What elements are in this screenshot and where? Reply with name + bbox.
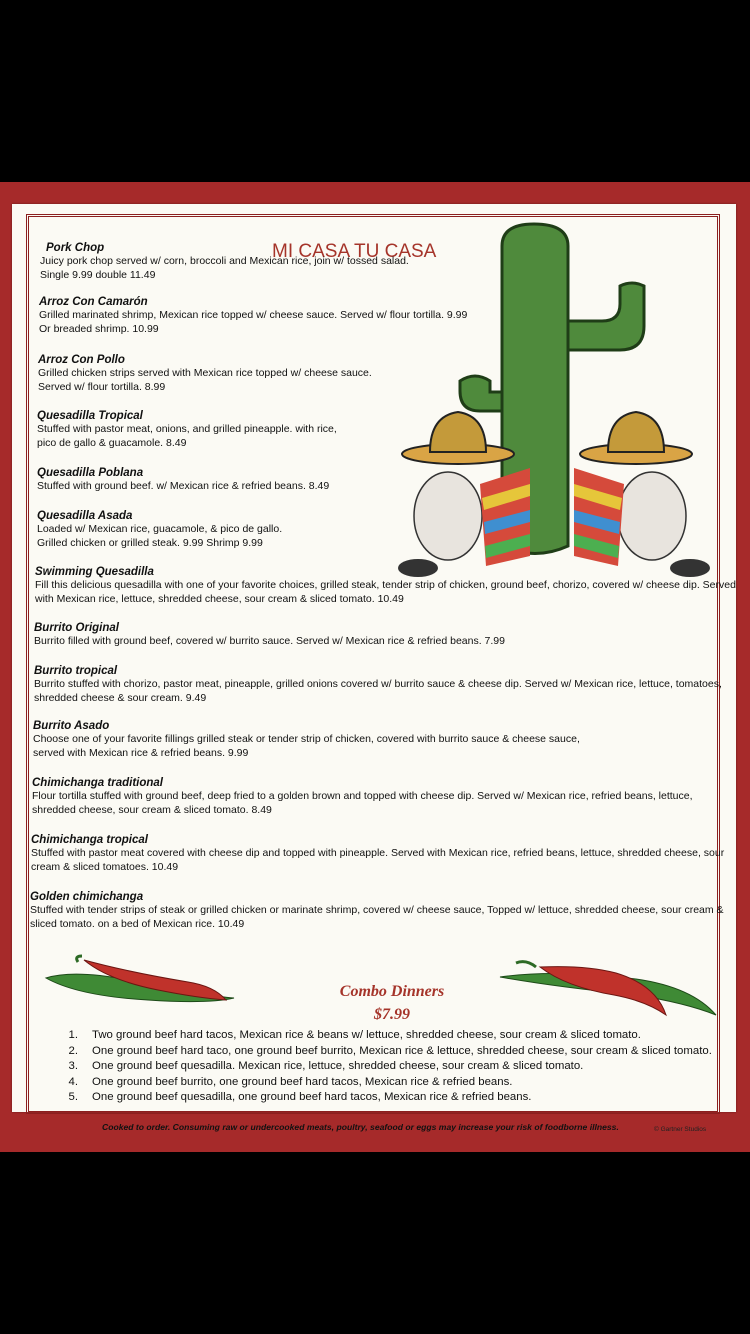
menu-item (37, 509, 282, 550)
menu-item (32, 776, 693, 817)
item-description: Juicy pork chop served w/ corn, broccoli and Mexican rice, join w/ tossed salad. Single 9.99 double 11.49 (40, 255, 409, 281)
item-description: Stuffed with tender strips of steak or grilled chicken or marinate shrimp, covered w/ cheese sauce, Topped w/ lettuce, shredded cheese, sour cream & sliced tomato. on a bed of Mexican rice. 10.49 (30, 904, 724, 930)
combo-item-number: 3. (68, 1060, 78, 1073)
menu-item (33, 719, 580, 760)
item-name: Quesadilla Poblana (37, 467, 144, 479)
combo-item-number: 1. (68, 1029, 78, 1041)
item-description: Choose one of your favorite fillings grilled steak or tender strip of chicken, covered with burrito sauce & cheese sauce, served with Mexican rice & refried beans. 9.99 (33, 733, 580, 759)
item-name: Arroz Con Pollo (38, 354, 125, 366)
item-name: Arroz Con Camarón (39, 296, 148, 308)
item-name: Burrito tropical (34, 665, 118, 677)
combo-item-text: One ground beef burrito, one ground beef hard tacos, Mexican rice & refried beans. (92, 1075, 513, 1088)
item-name: Quesadilla Asada (37, 510, 133, 522)
combo-item (32, 1028, 722, 1044)
menu-item (34, 664, 722, 705)
combo-item-text: One ground beef quesadilla, one ground beef hard tacos, Mexican rice & refried beans. (92, 1091, 532, 1104)
menu-title: MI CASA TU CASA (272, 241, 437, 262)
item-description: Flour tortilla stuffed with ground beef, deep fried to a golden brown and topped with cheese dip. Served w/ Mexican rice, refried beans, lettuce, shredded cheese, sour cream & sliced tomato. 8.49 (32, 790, 693, 816)
item-name: Chimichanga tropical (31, 834, 148, 846)
combo-header (312, 980, 472, 1026)
cactus-illustration (390, 216, 720, 586)
item-description: Grilled marinated shrimp, Mexican rice topped w/ cheese sauce. Served w/ flour tortilla. 9.99 Or breaded shrimp. 10.99 (39, 309, 468, 335)
copyright-credit: © Gartner Studios (654, 1126, 707, 1133)
combo-item-text: One ground beef quesadilla. Mexican rice, lettuce, shredded cheese, sour cream & sliced tomato. (92, 1060, 584, 1073)
combo-item-text: One ground beef hard taco, one ground beef burrito, Mexican rice & lettuce, shredded cheese, sour cream & sliced tomato. (92, 1044, 712, 1057)
combo-item-text: Two ground beef hard tacos, Mexican rice & beans w/ lettuce, shredded cheese, sour cream & sliced tomato. (92, 1029, 641, 1041)
menu-item (39, 295, 467, 336)
combo-item (32, 1075, 722, 1091)
item-description: Stuffed with pastor meat, onions, and grilled pineapple. with rice, pico de gallo & guacamole. 8.49 (37, 423, 337, 449)
menu-item (40, 241, 409, 282)
menu-item (38, 353, 372, 394)
item-name: Chimichanga traditional (32, 777, 163, 789)
combo-list (32, 1028, 722, 1106)
chili-peppers-left (38, 954, 238, 1012)
menu-item (37, 409, 337, 450)
item-description: Fill this delicious quesadilla with one of your favorite choices, grilled steak, tender strip of chicken, ground beef, chorizo, covered w/ cheese dip. Served with Mexican rice, lettuce, shredded cheese, sour cream & sliced tomato. 10.49 (35, 579, 736, 605)
food-safety-disclaimer: Cooked to order. Consuming raw or undercooked meats, poultry, seafood or eggs may increase your risk of foodborne illness. (102, 1122, 619, 1132)
combo-item (32, 1059, 722, 1075)
item-description: Burrito stuffed with chorizo, pastor meat, pineapple, grilled onions covered w/ burrito sauce & cheese dip. Served w/ Mexican rice, lettuce, tomatoes, shredded cheese & sour cream. 9.49 (34, 678, 722, 704)
menu-item (35, 565, 736, 606)
combo-item (32, 1044, 722, 1060)
item-description: Stuffed with ground beef. w/ Mexican rice & refried beans. 8.49 (37, 480, 330, 492)
item-description: Loaded w/ Mexican rice, guacamole, & pico de gallo. Grilled chicken or grilled steak. 9.99 Shrimp 9.99 (37, 523, 283, 549)
menu-item (37, 466, 329, 494)
combo-item-number: 5. (68, 1091, 78, 1104)
menu-item (30, 890, 724, 931)
combo-item-number: 4. (68, 1075, 78, 1088)
item-description: Burrito filled with ground beef, covered w/ burrito sauce. Served w/ Mexican rice & refried beans. 7.99 (34, 635, 505, 647)
item-name: Golden chimichanga (30, 891, 144, 903)
item-name: Pork Chop (46, 242, 105, 254)
item-name: Burrito Original (34, 622, 119, 634)
item-description: Stuffed with pastor meat covered with cheese dip and topped with pineapple. Served with Mexican rice, refried beans, lettuce, shredded cheese, sour cream & sliced tomatoes. 10.49 (31, 847, 725, 873)
menu-item (31, 833, 724, 874)
combo-item-number: 2. (68, 1044, 78, 1057)
chili-peppers-right (496, 959, 722, 1025)
combo-title: Combo Dinners (339, 983, 445, 1000)
menu-item (34, 621, 505, 649)
item-name: Swimming Quesadilla (35, 566, 154, 578)
item-name: Burrito Asado (33, 720, 110, 732)
combo-price: $7.99 (374, 1006, 410, 1023)
menu-sheet (12, 204, 736, 1133)
combo-item (32, 1090, 722, 1106)
item-description: Grilled chicken strips served with Mexican rice topped w/ cheese sauce. Served w/ flour tortilla. 8.99 (38, 367, 372, 393)
item-name: Quesadilla Tropical (37, 410, 143, 422)
menu-photo (0, 182, 750, 1152)
